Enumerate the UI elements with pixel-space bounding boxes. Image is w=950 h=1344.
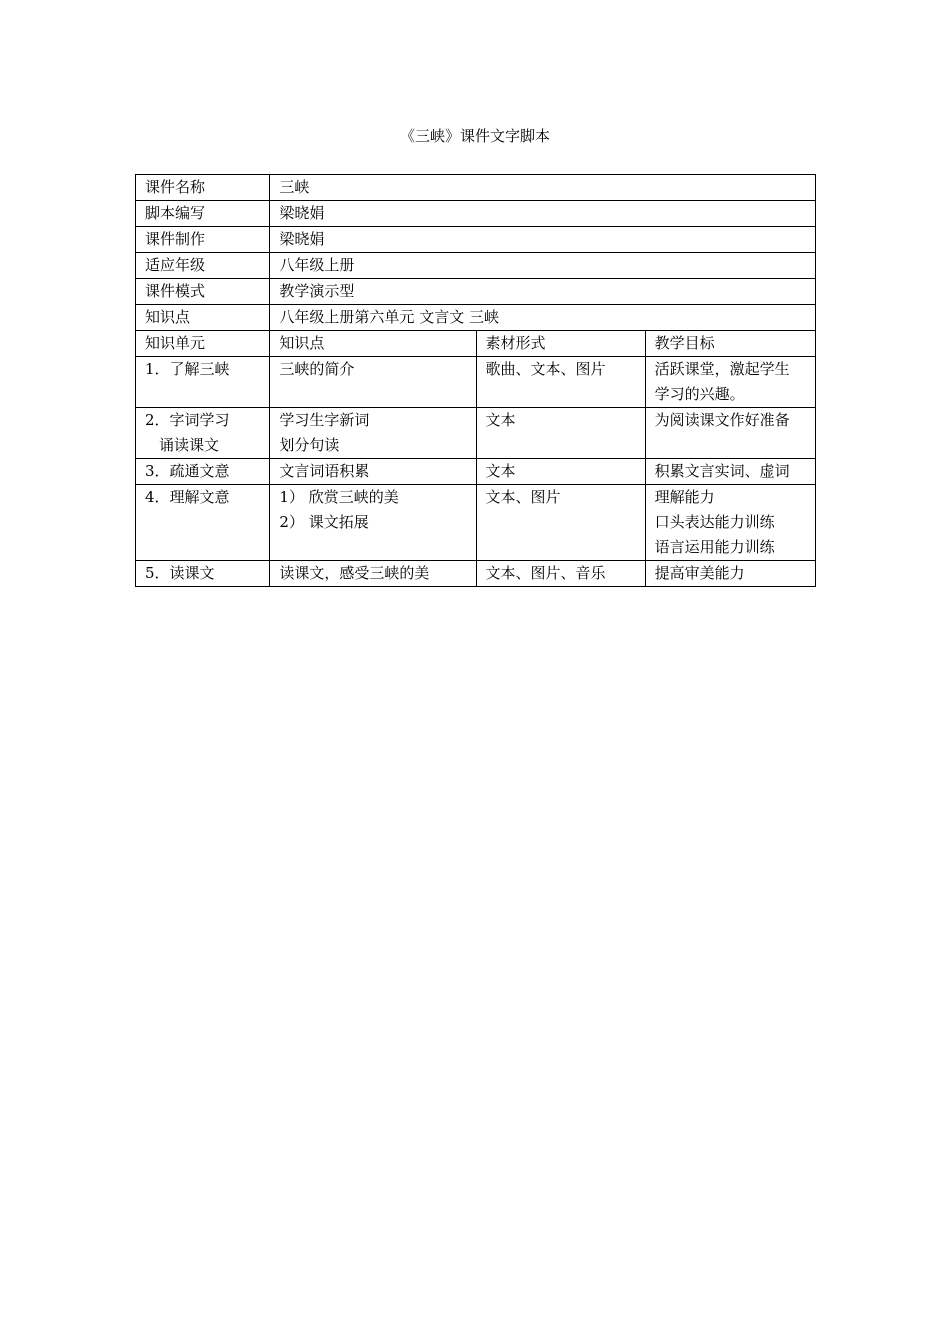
header-points: 知识点 <box>270 331 476 357</box>
points-cell <box>270 357 476 408</box>
unit-text: 4．理解文意 <box>145 488 230 506</box>
unit-text: 3．疏通文意 <box>145 462 230 480</box>
info-row-grade <box>136 253 816 279</box>
info-label: 课件制作 <box>136 227 270 253</box>
info-label: 适应年级 <box>136 253 270 279</box>
goal-text: 活跃课堂，激起学生 <box>654 360 790 378</box>
goal-text: 理解能力 <box>654 488 715 506</box>
point-text: 1） 欣赏三峡的美 <box>279 488 399 506</box>
goal-text: 为阅读课文作好准备 <box>654 411 790 429</box>
info-label: 知识点 <box>136 305 270 331</box>
unit-text: 诵读课文 <box>159 436 220 454</box>
info-label: 课件模式 <box>136 279 270 305</box>
goal-text: 语言运用能力训练 <box>654 538 775 556</box>
header-goal: 教学目标 <box>645 331 815 357</box>
goal-cell <box>645 561 815 587</box>
goal-cell <box>645 408 815 459</box>
goal-cell <box>645 357 815 408</box>
info-row-author <box>136 201 816 227</box>
points-cell <box>270 459 476 485</box>
unit-text: 5．读课文 <box>145 564 215 582</box>
courseware-script-table <box>135 174 816 587</box>
media-cell: 文本 <box>476 408 645 459</box>
info-value: 教学演示型 <box>270 279 816 305</box>
unit-table-header <box>136 331 816 357</box>
info-value: 梁晓娟 <box>270 201 816 227</box>
info-row-mode <box>136 279 816 305</box>
unit-row <box>136 485 816 561</box>
goal-text: 口头表达能力训练 <box>654 513 775 531</box>
info-row-knowledge <box>136 305 816 331</box>
media-cell: 文本 <box>476 459 645 485</box>
unit-text: 1．了解三峡 <box>145 360 230 378</box>
page-title: 《三峡》课件文字脚本 <box>399 127 550 145</box>
goal-text: 积累文言实词、虚词 <box>654 462 790 480</box>
unit-row <box>136 561 816 587</box>
unit-cell <box>136 485 270 561</box>
info-value: 梁晓娟 <box>270 227 816 253</box>
point-text: 文言词语积累 <box>279 462 370 480</box>
goal-cell <box>645 485 815 561</box>
media-cell: 文本、图片、音乐 <box>476 561 645 587</box>
points-cell <box>270 408 476 459</box>
unit-row <box>136 459 816 485</box>
info-label: 脚本编写 <box>136 201 270 227</box>
media-cell: 文本、图片 <box>476 485 645 561</box>
header-media: 素材形式 <box>476 331 645 357</box>
point-text: 2） 课文拓展 <box>279 513 369 531</box>
unit-cell <box>136 459 270 485</box>
goal-text: 提高审美能力 <box>654 564 745 582</box>
info-value: 八年级上册第六单元 文言文 三峡 <box>270 305 816 331</box>
unit-cell <box>136 357 270 408</box>
goal-cell <box>645 459 815 485</box>
unit-text: 2．字词学习 <box>145 411 230 429</box>
unit-cell <box>136 408 270 459</box>
info-row-name <box>136 175 816 201</box>
point-text: 划分句读 <box>279 436 340 454</box>
info-value: 三峡 <box>270 175 816 201</box>
goal-text: 学习的兴趣。 <box>654 385 745 403</box>
point-text: 学习生字新词 <box>279 411 370 429</box>
unit-cell <box>136 561 270 587</box>
points-cell <box>270 485 476 561</box>
unit-row <box>136 408 816 459</box>
point-text: 三峡的简介 <box>279 360 355 378</box>
info-row-producer <box>136 227 816 253</box>
header-unit: 知识单元 <box>136 331 270 357</box>
info-value: 八年级上册 <box>270 253 816 279</box>
points-cell <box>270 561 476 587</box>
media-cell: 歌曲、文本、图片 <box>476 357 645 408</box>
unit-row <box>136 357 816 408</box>
info-label: 课件名称 <box>136 175 270 201</box>
point-text: 读课文，感受三峡的美 <box>279 564 430 582</box>
